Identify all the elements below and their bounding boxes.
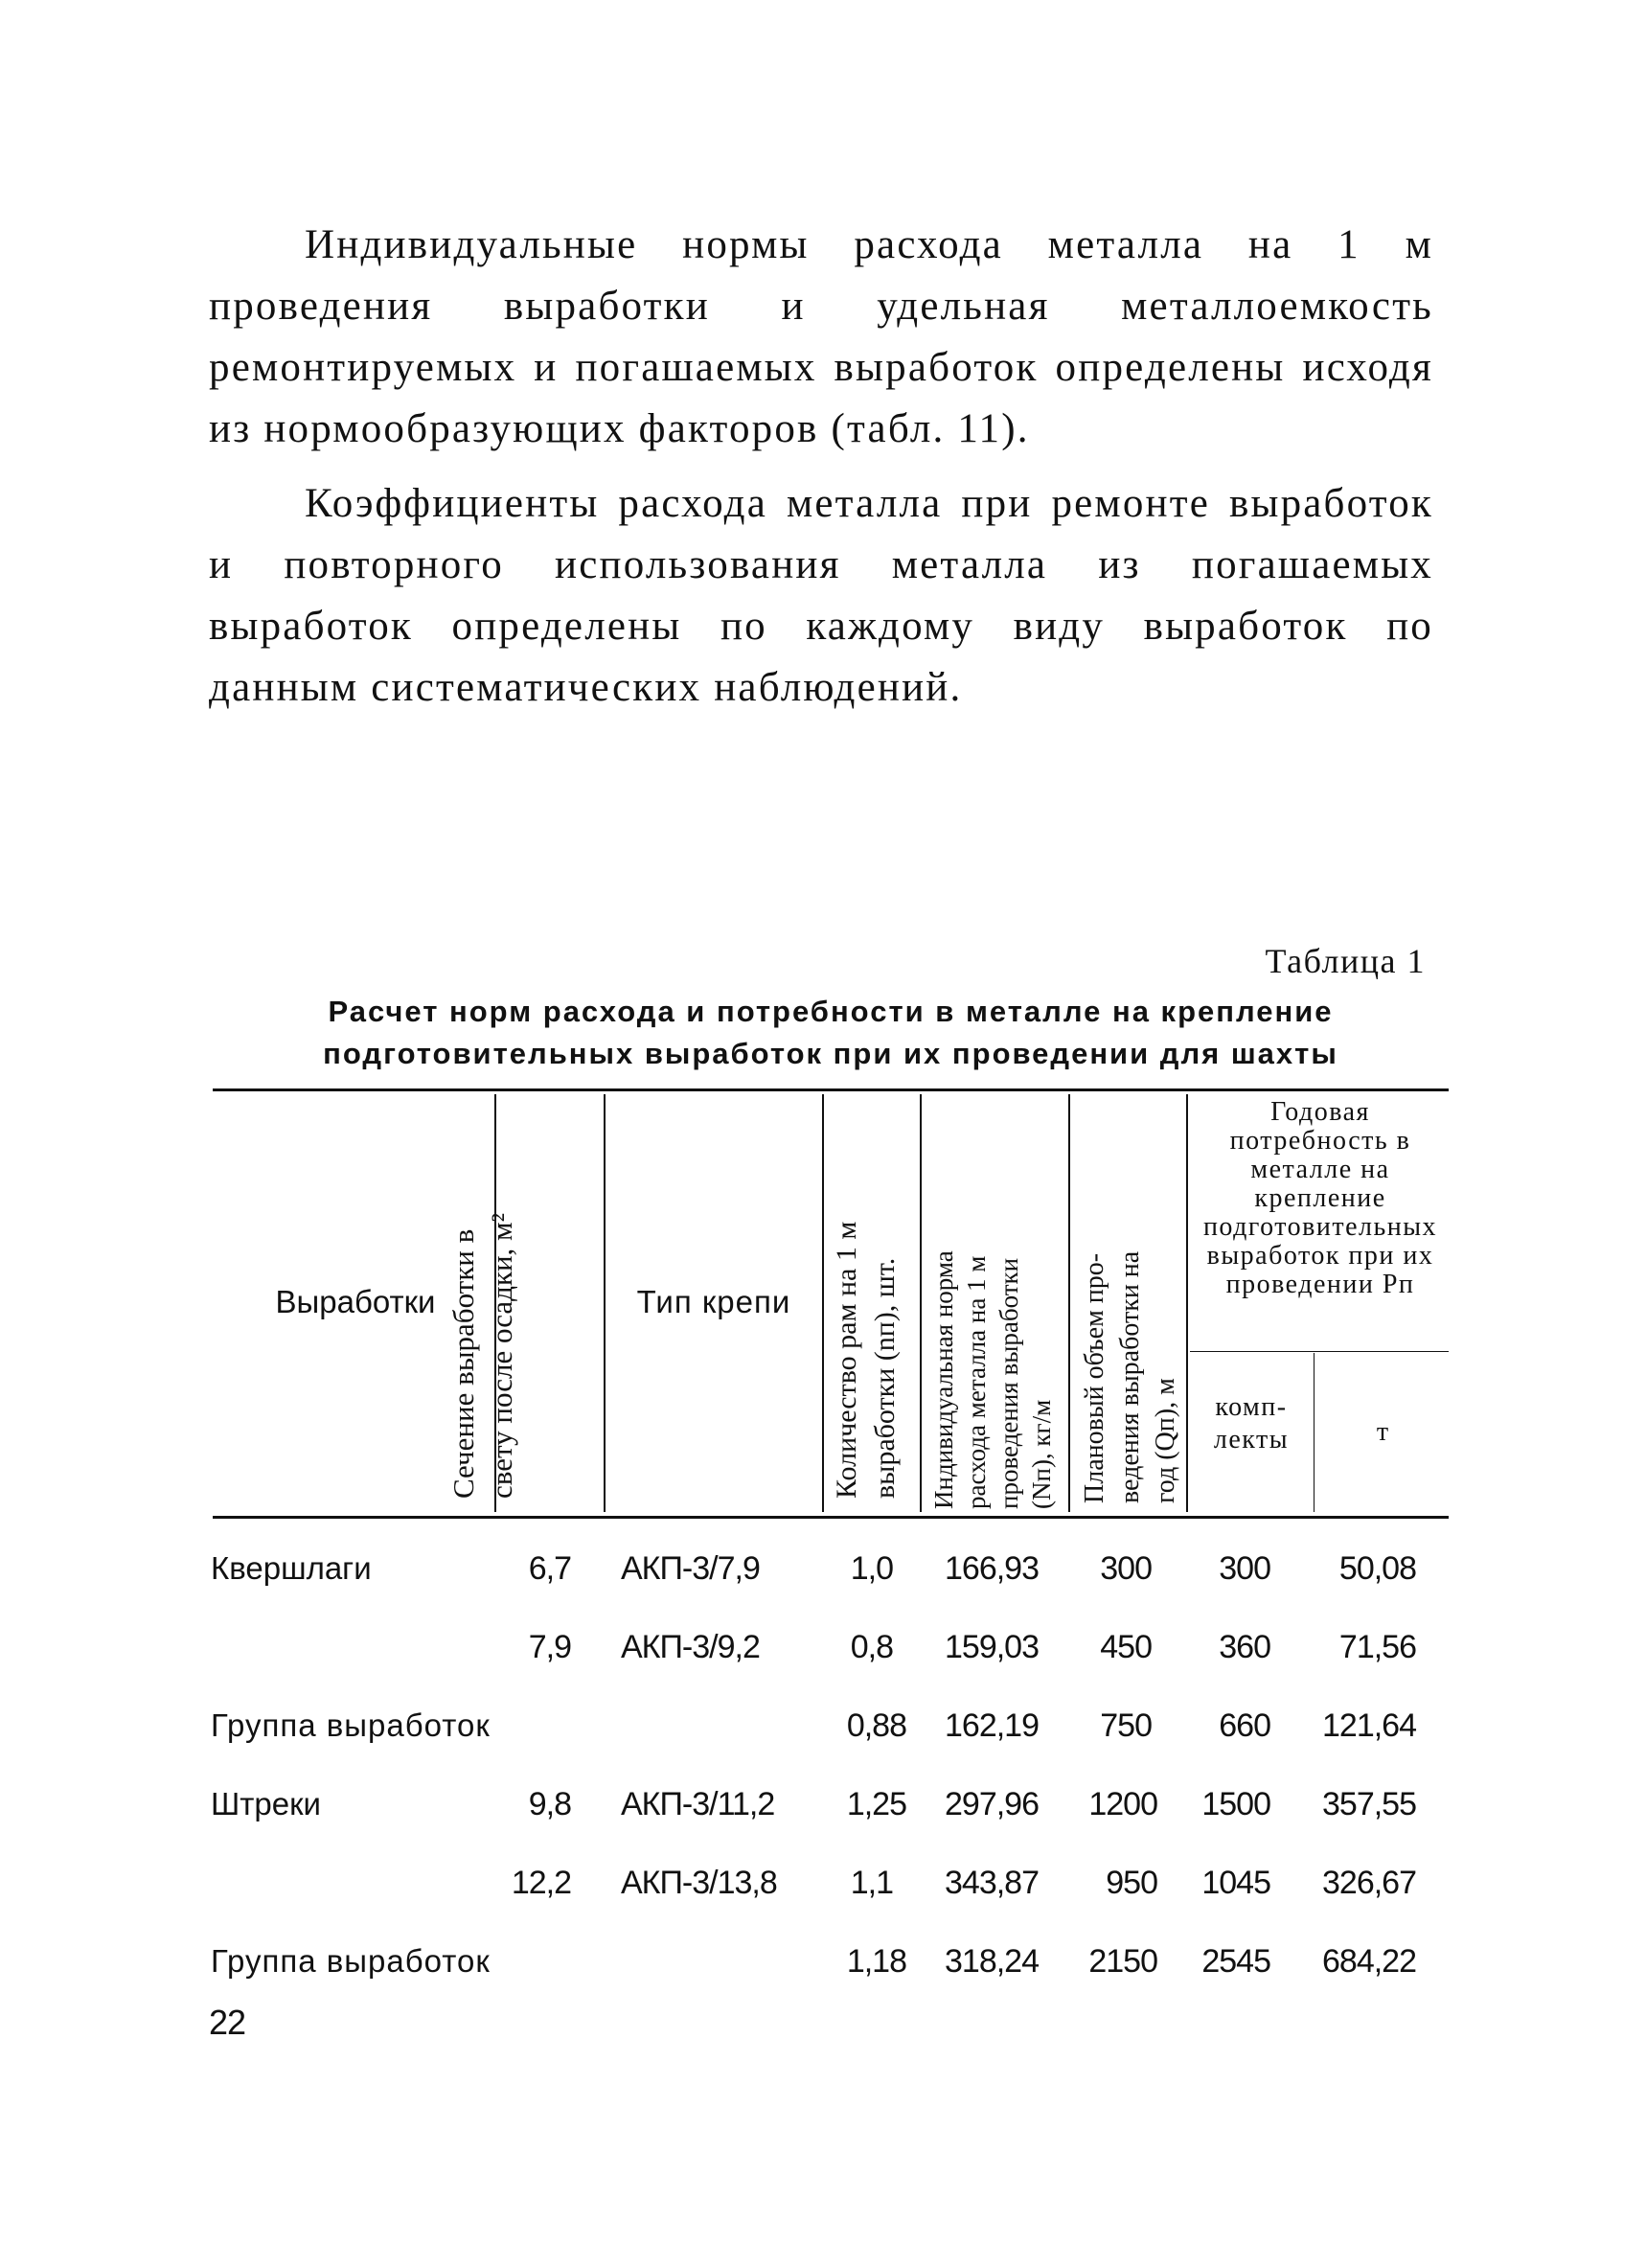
header-sets: комп-лекты	[1213, 1392, 1290, 1455]
row-2-tons: 71,56	[1338, 1629, 1416, 1665]
row-3-sets: 660	[1219, 1707, 1270, 1744]
subheader-rule	[1190, 1351, 1449, 1352]
page-number: 22	[209, 2003, 246, 2042]
row-1-sets: 300	[1219, 1550, 1270, 1587]
paragraph-2	[209, 473, 1433, 719]
row-5-volume: 950	[1106, 1865, 1157, 1901]
table-header-bottom-rule	[213, 1516, 1449, 1519]
row-4-sets: 1500	[1201, 1786, 1270, 1822]
row-2-sets: 360	[1219, 1629, 1270, 1665]
row-4-support: АКП-3/11,2	[621, 1786, 775, 1822]
header-annual-need: Годовая потребность в металле на крепление подготовительных выработок при их проведении Рп	[1202, 1097, 1438, 1299]
col-divider	[822, 1094, 824, 1512]
header-workings: Выработки	[275, 1284, 436, 1319]
header-support-type: Тип крепи	[636, 1284, 791, 1319]
col-divider	[604, 1094, 606, 1512]
paragraph-2-text: Коэффициенты расхода металла при ремонте выработок и повторного использования металла из погашаемых выработок определены по каждому виду выработок по данным систематических наблюдений.	[209, 481, 1433, 710]
row-4-frames: 1,25	[846, 1786, 906, 1822]
header-tons: т	[1376, 1417, 1389, 1447]
row-6-frames: 1,18	[846, 1943, 906, 1980]
row-5-support: АКП-3/13,8	[621, 1865, 777, 1901]
row-6-volume: 2150	[1088, 1943, 1157, 1980]
row-3-frames: 0,88	[846, 1707, 906, 1744]
row-1-frames: 1,0	[850, 1550, 893, 1587]
row-5-section: 12,2	[511, 1865, 571, 1901]
header-volume: Плановый объем про- ведения выработки на год (Qп), м	[1080, 1250, 1180, 1503]
header-section: Сечение выработки в свету после осадки, м²	[446, 1213, 518, 1499]
row-2-volume: 450	[1100, 1629, 1152, 1665]
row-4-name: Штреки	[211, 1786, 321, 1821]
row-1-norm: 166,93	[945, 1550, 1039, 1587]
row-4-norm: 297,96	[945, 1786, 1039, 1822]
row-3-volume: 750	[1100, 1707, 1152, 1744]
paragraph-1-text: Индивидуальные нормы расхода металла на 1 м проведения выработки и удельная металлоемкость ремонтируемых и погашаемых выработок определены исходя из нормообразующих факторов (табл. 11).	[209, 222, 1433, 451]
paragraph-1	[209, 215, 1433, 460]
row-5-norm: 343,87	[945, 1865, 1039, 1901]
row-2-section: 7,9	[528, 1629, 571, 1665]
row-3-tons: 121,64	[1322, 1707, 1416, 1744]
col-divider	[1314, 1353, 1315, 1512]
row-2-support: АКП-3/9,2	[621, 1629, 760, 1665]
row-1-section: 6,7	[528, 1550, 571, 1587]
col-divider	[920, 1094, 922, 1512]
row-4-section: 9,8	[528, 1786, 571, 1822]
row-3-norm: 162,19	[945, 1707, 1039, 1744]
col-divider	[1186, 1094, 1188, 1512]
header-norm: Индивидуальная норма расхода металла на 1 м проведения выработки (Nп), кг/м	[929, 1250, 1056, 1509]
row-5-sets: 1045	[1201, 1865, 1270, 1901]
row-6-tons: 684,22	[1322, 1943, 1416, 1980]
row-1-volume: 300	[1100, 1550, 1152, 1587]
row-5-tons: 326,67	[1322, 1865, 1416, 1901]
row-2-norm: 159,03	[945, 1629, 1039, 1665]
row-1-name: Квершлаги	[211, 1550, 372, 1586]
row-6-name: Группа выработок	[211, 1943, 491, 1979]
row-1-support: АКП-3/7,9	[621, 1550, 760, 1587]
row-5-frames: 1,1	[850, 1865, 893, 1901]
table-title: Расчет норм расхода и потребности в металле на крепление подготовительных выработок при их проведении для шахты	[323, 995, 1338, 1070]
header-frames: Количество рам на 1 м выработки (nп), шт.	[831, 1221, 901, 1499]
row-1-tons: 50,08	[1338, 1550, 1416, 1587]
row-2-frames: 0,8	[850, 1629, 893, 1665]
row-4-tons: 357,55	[1322, 1786, 1416, 1822]
table-label: Таблица 1	[1265, 942, 1426, 980]
table-top-rule	[213, 1088, 1449, 1091]
row-3-name: Группа выработок	[211, 1707, 491, 1743]
row-6-sets: 2545	[1201, 1943, 1270, 1980]
row-4-volume: 1200	[1088, 1786, 1157, 1822]
row-6-norm: 318,24	[945, 1943, 1039, 1980]
